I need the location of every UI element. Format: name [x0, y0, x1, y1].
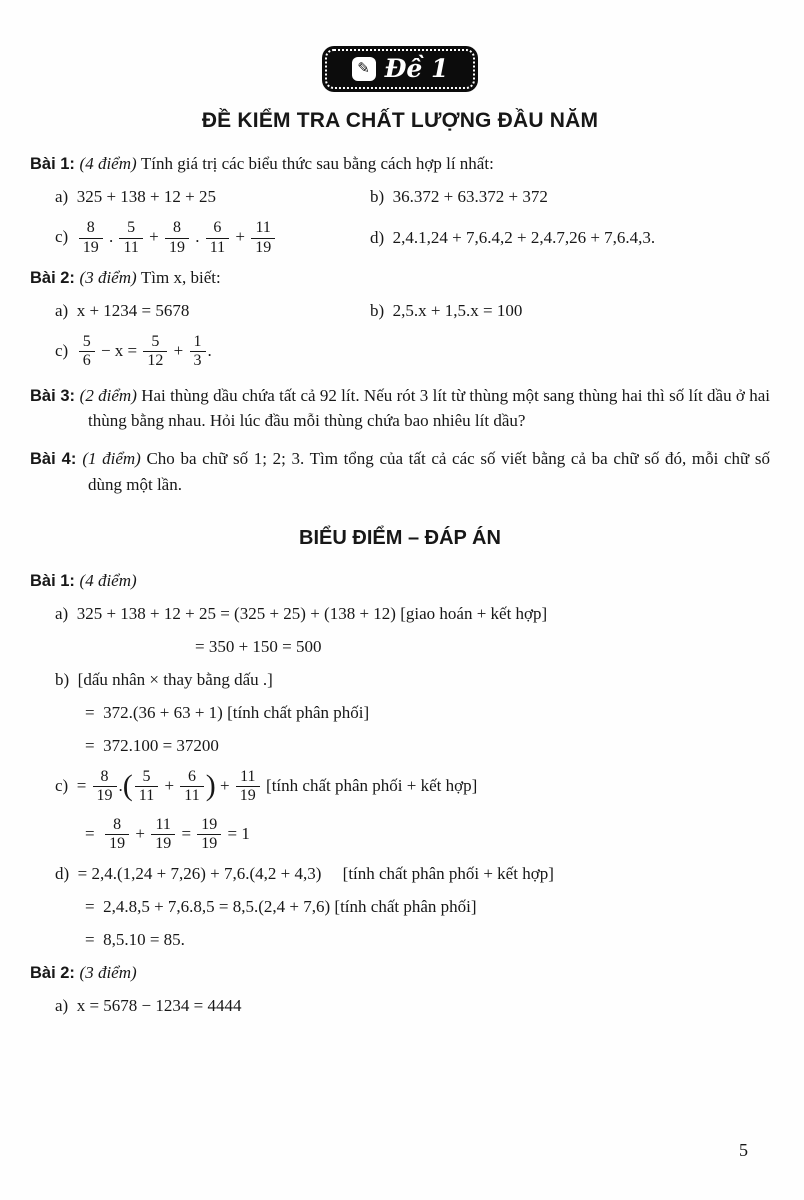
- right-item: [370, 227, 770, 250]
- content-line: [30, 570, 770, 593]
- text-run: = 372.(36 + 63 + 1) [tính chất phân phối]: [85, 702, 370, 722]
- text-run: +: [160, 775, 179, 795]
- fraction: $\frac{11}{19}$: [151, 816, 175, 854]
- text-run: .: [118, 775, 123, 795]
- text-run: d) = 2,4.(1,24 + 7,26) + 7,6.(4,2 + 4,3) [tính chất phân phối + kết hợp]: [55, 864, 554, 884]
- text-run: +: [215, 775, 234, 795]
- fraction: $\frac{6}{11}$: [180, 768, 203, 806]
- text-run: = 8,5.10 = 85.: [85, 930, 185, 950]
- points-note: (4 điểm): [79, 571, 137, 591]
- document-content: [30, 153, 770, 1018]
- text-run: Hai thùng dầu chứa tất cả 92 lít. Nếu rót 3 lít từ thùng một sang thùng hai thì số lít dầu ở hai thùng bằng nhau. Hỏi lúc đầu mỗi thùng chứa bao nhiêu lít dầu?: [88, 385, 770, 431]
- problem-label: Bài 4:: [30, 449, 83, 468]
- text-run: +: [169, 340, 188, 360]
- text-run: Tính giá trị các biểu thức sau bằng cách hợp lí nhất:: [140, 154, 494, 174]
- points-note: (4 điểm): [79, 154, 141, 174]
- text-run: = 1: [223, 823, 250, 843]
- left-item: [30, 300, 370, 323]
- fraction: $\frac{1}{3}$: [190, 333, 206, 371]
- text-run: = 372.100 = 37200: [85, 735, 219, 755]
- text-run: d) 2,4.1,24 + 7,6.4,2 + 2,4.7,26 + 7,6.4,3.: [370, 227, 656, 247]
- text-run: Cho ba chữ số 1; 2; 3. Tìm tổng của tất cả các số viết bằng cả ba chữ số đó, mỗi chữ số dùng một lần.: [88, 448, 770, 494]
- text-run: a) 325 + 138 + 12 + 25 = (325 + 25) + (138 + 12) [giao hoán + kết hợp]: [55, 604, 548, 624]
- fraction: $\frac{5}{6}$: [79, 333, 95, 371]
- content-line: [30, 929, 770, 952]
- text-run: − x =: [96, 340, 142, 360]
- fraction: $\frac{8}{19}$: [79, 219, 103, 257]
- text-run: +: [144, 227, 163, 247]
- exam-badge-label: Đề 1: [384, 54, 449, 84]
- content-line: [30, 603, 770, 626]
- points-note: (3 điểm): [79, 963, 137, 983]
- content-line: [30, 702, 770, 725]
- content-line: [30, 636, 770, 659]
- content-line: [30, 669, 770, 692]
- left-item: [30, 186, 370, 209]
- problem-label: Bài 3:: [30, 386, 80, 405]
- content-line: [30, 267, 770, 290]
- text-run: c): [55, 227, 77, 247]
- two-column-row: [30, 300, 770, 323]
- text-run: +: [231, 227, 250, 247]
- text-run: .: [207, 340, 212, 360]
- content-line: [30, 962, 770, 985]
- right-item: [370, 300, 770, 323]
- problem-label: Bài 1:: [30, 572, 80, 591]
- exam-badge: [322, 46, 478, 92]
- fraction: $\frac{8}{19}$: [165, 219, 189, 257]
- fraction: $\frac{6}{11}$: [206, 219, 229, 257]
- text-run: b) 36.372 + 63.372 + 372: [370, 187, 548, 207]
- text-run: .: [190, 227, 204, 247]
- text-run: c) =: [55, 775, 91, 795]
- problem-label: Bài 1:: [30, 155, 80, 174]
- page-number: 5: [739, 1139, 748, 1160]
- page-title: ĐỀ KIỂM TRA CHẤT LƯỢNG ĐẦU NĂM: [201, 109, 599, 132]
- text-run: [tính chất phân phối + kết hợp]: [261, 775, 478, 795]
- text-run: .: [104, 227, 118, 247]
- content-line: [30, 333, 770, 371]
- content-line: [30, 816, 770, 854]
- text-run: =: [85, 823, 104, 843]
- text-run: b) 2,5.x + 1,5.x = 100: [370, 300, 523, 320]
- text-run: c): [55, 340, 77, 360]
- content-line: [30, 995, 770, 1018]
- right-item: [370, 186, 770, 209]
- fraction: $\frac{11}{19}$: [236, 768, 260, 806]
- text-run: Tìm x, biết:: [140, 268, 221, 287]
- text-run: +: [131, 823, 150, 843]
- two-column-row: [30, 186, 770, 209]
- content-line: [30, 768, 770, 806]
- fraction: $\frac{5}{12}$: [143, 333, 167, 371]
- pencil-icon: ✎: [352, 57, 376, 81]
- fraction: $\frac{5}{11}$: [135, 768, 158, 806]
- content-line: [30, 863, 770, 886]
- left-item: [30, 219, 370, 257]
- text-run: = 2,4.8,5 + 7,6.8,5 = 8,5.(2,4 + 7,6) [tính chất phân phối]: [85, 897, 477, 917]
- points-note: (3 điểm): [79, 268, 141, 287]
- content-line: [30, 735, 770, 758]
- fraction: $\frac{5}{11}$: [119, 219, 142, 257]
- text-run: a) 325 + 138 + 12 + 25: [55, 187, 216, 207]
- two-column-row: [30, 219, 770, 257]
- problem-paragraph: [30, 383, 770, 434]
- fraction: $\frac{11}{19}$: [251, 219, 275, 257]
- fraction: $\frac{19}{19}$: [197, 816, 221, 854]
- fraction: $\frac{8}{19}$: [93, 768, 117, 806]
- problem-label: Bài 2:: [30, 269, 80, 287]
- points-note: (1 điểm): [82, 448, 147, 468]
- problem-label: Bài 2:: [30, 964, 80, 983]
- section-heading: BIỂU ĐIỂM – ĐÁP ÁN: [299, 527, 501, 550]
- text-run: b) [dấu nhân × thay bằng dấu .]: [55, 669, 273, 689]
- fraction: $\frac{8}{19}$: [105, 816, 129, 854]
- text-run: a) x = 5678 − 1234 = 4444: [55, 996, 242, 1016]
- points-note: (2 điểm): [79, 385, 142, 405]
- content-line: [30, 896, 770, 919]
- text-run: =: [177, 823, 196, 843]
- text-run: a) x + 1234 = 5678: [55, 300, 190, 320]
- big-paren: ): [205, 768, 216, 802]
- content-line: [30, 153, 770, 176]
- problem-paragraph: [30, 446, 770, 497]
- big-paren: (: [122, 768, 133, 802]
- text-run: = 350 + 150 = 500: [195, 637, 322, 657]
